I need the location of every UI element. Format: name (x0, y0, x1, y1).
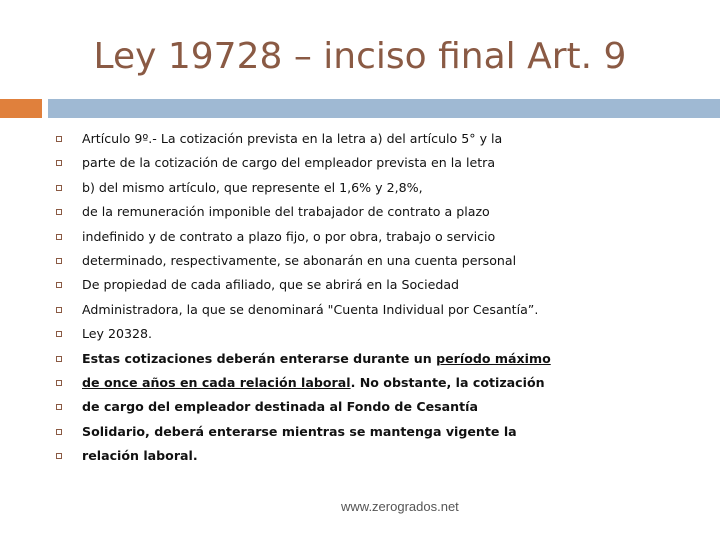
list-item (56, 395, 706, 419)
square-bullet-icon (56, 307, 62, 313)
square-bullet-icon (56, 160, 62, 166)
list-item (56, 176, 706, 200)
slide-title: Ley 19728 – inciso final Art. 9 (93, 36, 627, 77)
list-item (56, 371, 706, 395)
bullet-text: Estas cotizaciones deberán enterarse durante un (82, 350, 437, 366)
bullet-text: De propiedad de cada afiliado, que se abrirá en la Sociedad (82, 277, 460, 293)
list-item (56, 444, 706, 468)
square-bullet-icon (56, 404, 62, 410)
square-bullet-icon (56, 429, 62, 435)
accent-bar-blue (48, 99, 720, 118)
list-item (56, 298, 706, 322)
bullet-text: Ley 20328. (82, 326, 153, 342)
bullet-text: Administradora, la que se denominará "Cuenta Individual por Cesantía”. (82, 301, 539, 317)
square-bullet-icon (56, 356, 62, 362)
list-item (56, 420, 706, 444)
square-bullet-icon (56, 380, 62, 386)
list-item (56, 151, 706, 175)
list-item (56, 200, 706, 224)
square-bullet-icon (56, 136, 62, 142)
bullet-text: Artículo 9º.- La cotización prevista en la letra a) del artículo 5° y la (82, 131, 503, 146)
bullet-text: b) del mismo artículo, que represente el 1,6% y 2,8%, (82, 179, 423, 195)
bullet-text: . No obstante, la cotización (350, 374, 545, 390)
bullet-text: relación laboral. (82, 448, 198, 464)
list-item (56, 127, 706, 151)
list-item (56, 225, 706, 249)
bullet-text: indefinido y de contrato a plazo fijo, o por obra, trabajo o servicio (82, 228, 496, 244)
square-bullet-icon (56, 282, 62, 288)
list-item (56, 273, 706, 297)
bullet-text: de cargo del empleador destinada al Fondo de Cesantía (82, 399, 478, 415)
footer-url: www.zerogrados.net (341, 499, 459, 514)
square-bullet-icon (56, 209, 62, 215)
list-item (56, 322, 706, 346)
square-bullet-icon (56, 258, 62, 264)
bullet-text: determinado, respectivamente, se abonarán en una cuenta personal (82, 252, 517, 268)
underlined-text: de once años en cada relación laboral (82, 374, 351, 390)
bullet-text: parte de la cotización de cargo del empleador prevista en la letra (82, 155, 496, 171)
square-bullet-icon (56, 185, 62, 191)
accent-bar-orange (0, 99, 42, 118)
bullet-list (56, 127, 706, 468)
square-bullet-icon (56, 331, 62, 337)
bullet-text: de la remuneración imponible del trabajador de contrato a plazo (82, 204, 490, 220)
square-bullet-icon (56, 234, 62, 240)
list-item (56, 347, 706, 371)
square-bullet-icon (56, 453, 62, 459)
underlined-text: período máximo (436, 350, 551, 366)
list-item (56, 249, 706, 273)
bullet-text: Solidario, deberá enterarse mientras se mantenga vigente la (82, 423, 517, 439)
